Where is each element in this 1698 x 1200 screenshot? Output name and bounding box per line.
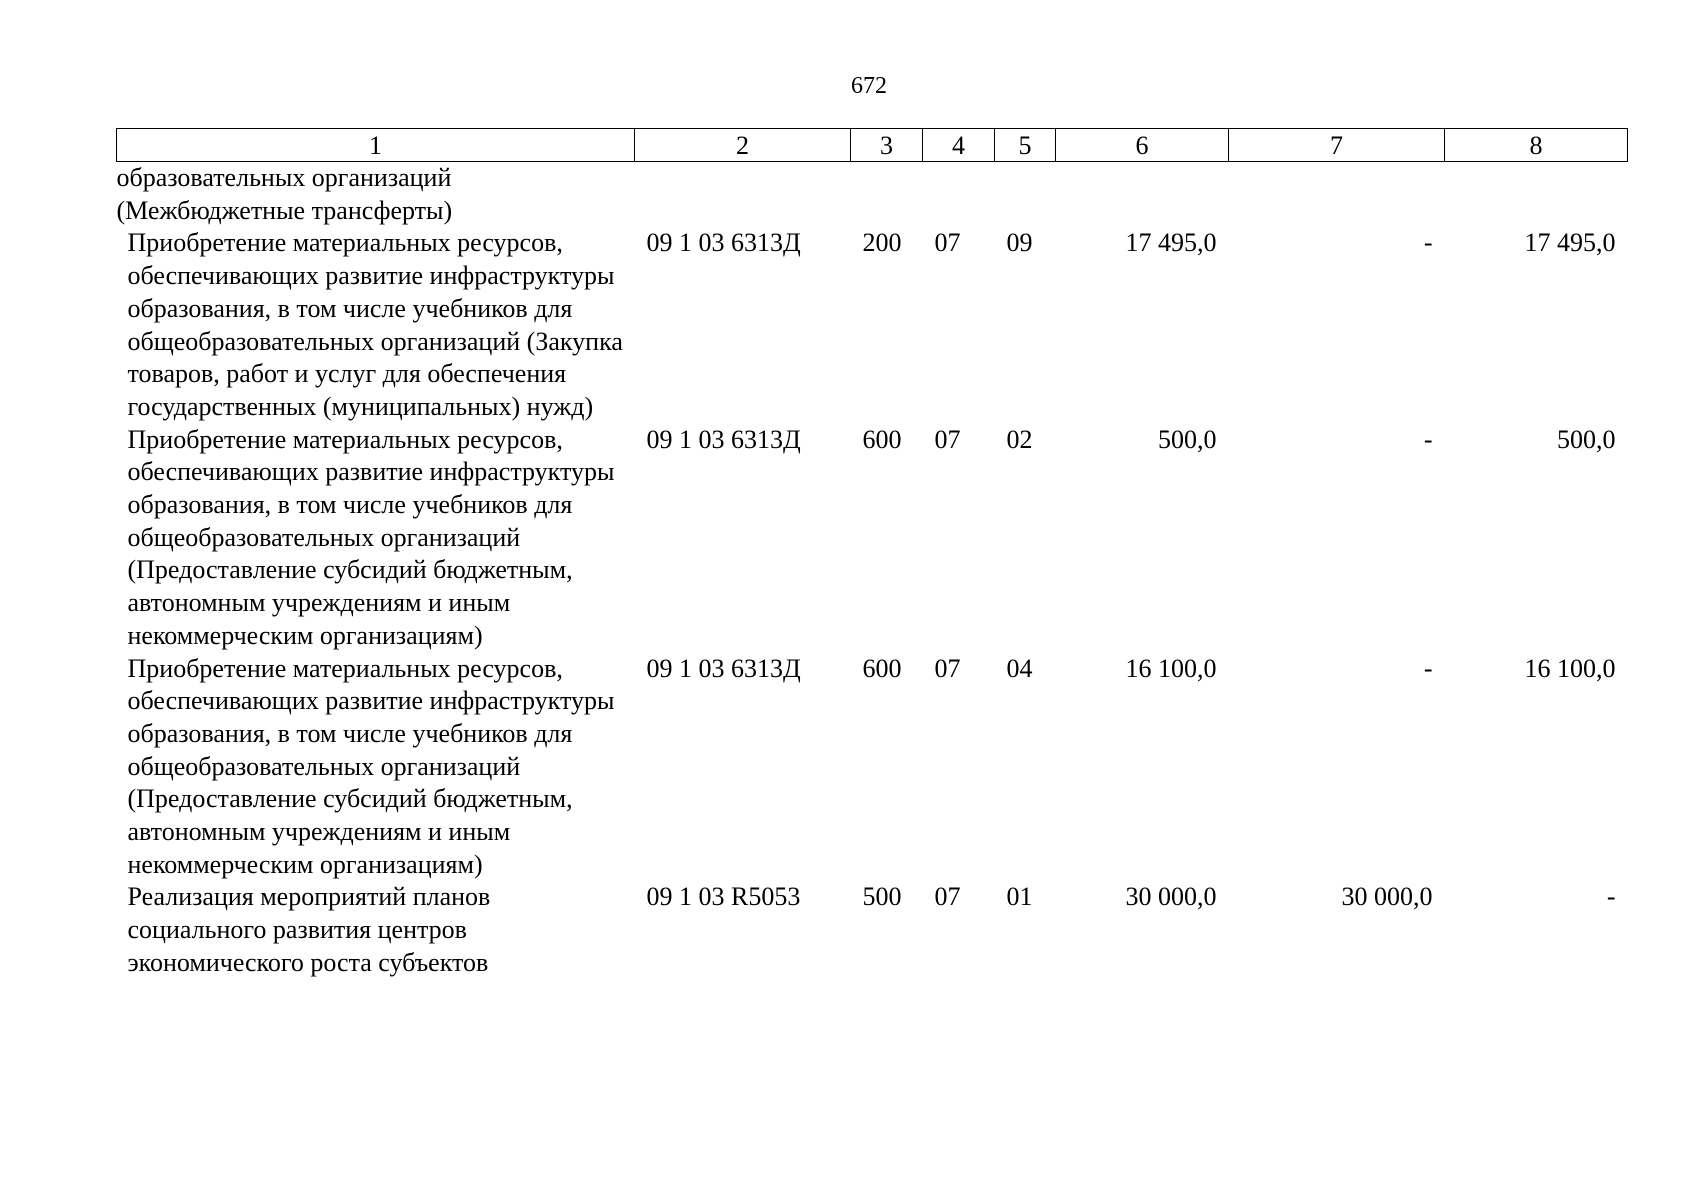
row-total <box>1056 162 1229 228</box>
table-row <box>117 227 1628 423</box>
row-subsection: 01 <box>1006 882 1033 912</box>
row-regional-amount: 16 100,0 <box>1524 653 1616 683</box>
row-expense-type: 600 <box>862 424 902 454</box>
row-target-code <box>635 162 851 228</box>
row-description: Приобретение материальных ресурсов, обеспечивающих развитие инфраструктуры образования, в том числе учебников для общеобразовательных организаций (Закупка товаров, работ и услуг для обеспечения государственных (муниципальных) нужд) <box>127 228 623 421</box>
table-row <box>117 653 1628 882</box>
row-target-code: 09 1 03 6313Д <box>646 653 801 683</box>
column-header-7: 7 <box>1229 129 1445 162</box>
row-section: 07 <box>934 882 961 912</box>
row-description: Приобретение материальных ресурсов, обеспечивающих развитие инфраструктуры образования, в том числе учебников для общеобразовательных организаций (Предоставление субсидий бюджетным, автономным учреждениям и иным некоммерческим организациям) <box>127 653 615 879</box>
row-subsection <box>995 162 1056 228</box>
row-target-code: 09 1 03 R5053 <box>646 882 801 912</box>
row-total: 30 000,0 <box>1125 882 1217 912</box>
row-section: 07 <box>934 653 961 683</box>
row-total: 17 495,0 <box>1125 228 1217 258</box>
row-description: Реализация мероприятий планов социального развития центров экономического роста субъектов <box>127 882 491 977</box>
page-number: 672 <box>851 73 887 99</box>
row-target-code: 09 1 03 6313Д <box>646 228 801 258</box>
row-expense-type <box>851 162 923 228</box>
row-expense-type: 200 <box>862 228 902 258</box>
table-row <box>117 881 1628 979</box>
row-section: 07 <box>934 424 961 454</box>
row-description: Приобретение материальных ресурсов, обеспечивающих развитие инфраструктуры образования, в том числе учебников для общеобразовательных организаций (Предоставление субсидий бюджетным, автономным учреждениям и иным некоммерческим организациям) <box>127 424 615 650</box>
column-header-4: 4 <box>923 129 995 162</box>
row-regional-amount: - <box>1606 882 1616 912</box>
row-federal-amount: - <box>1423 653 1433 683</box>
table-row <box>117 162 1628 228</box>
column-header-8: 8 <box>1445 129 1628 162</box>
row-section <box>923 162 995 228</box>
row-regional-amount <box>1445 162 1628 228</box>
row-expense-type: 500 <box>862 882 902 912</box>
row-subsection: 09 <box>1006 228 1033 258</box>
row-description: образовательных организаций (Межбюджетные трансферты) <box>116 163 453 225</box>
column-header-6: 6 <box>1056 129 1229 162</box>
row-subsection: 02 <box>1006 424 1033 454</box>
row-federal-amount: - <box>1423 228 1433 258</box>
row-total: 500,0 <box>1158 424 1217 454</box>
table-row <box>117 424 1628 653</box>
row-expense-type: 600 <box>862 653 902 683</box>
header-row <box>117 129 1628 162</box>
row-federal-amount: 30 000,0 <box>1341 882 1433 912</box>
column-header-1: 1 <box>117 129 635 162</box>
row-regional-amount: 17 495,0 <box>1524 228 1616 258</box>
row-section: 07 <box>934 228 961 258</box>
column-header-5: 5 <box>995 129 1056 162</box>
row-regional-amount: 500,0 <box>1557 424 1616 454</box>
row-target-code: 09 1 03 6313Д <box>646 424 801 454</box>
column-header-2: 2 <box>635 129 851 162</box>
column-header-3: 3 <box>851 129 923 162</box>
row-total: 16 100,0 <box>1125 653 1217 683</box>
row-federal-amount <box>1229 162 1445 228</box>
row-federal-amount: - <box>1423 424 1433 454</box>
budget-table <box>116 128 1628 980</box>
row-subsection: 04 <box>1006 653 1033 683</box>
